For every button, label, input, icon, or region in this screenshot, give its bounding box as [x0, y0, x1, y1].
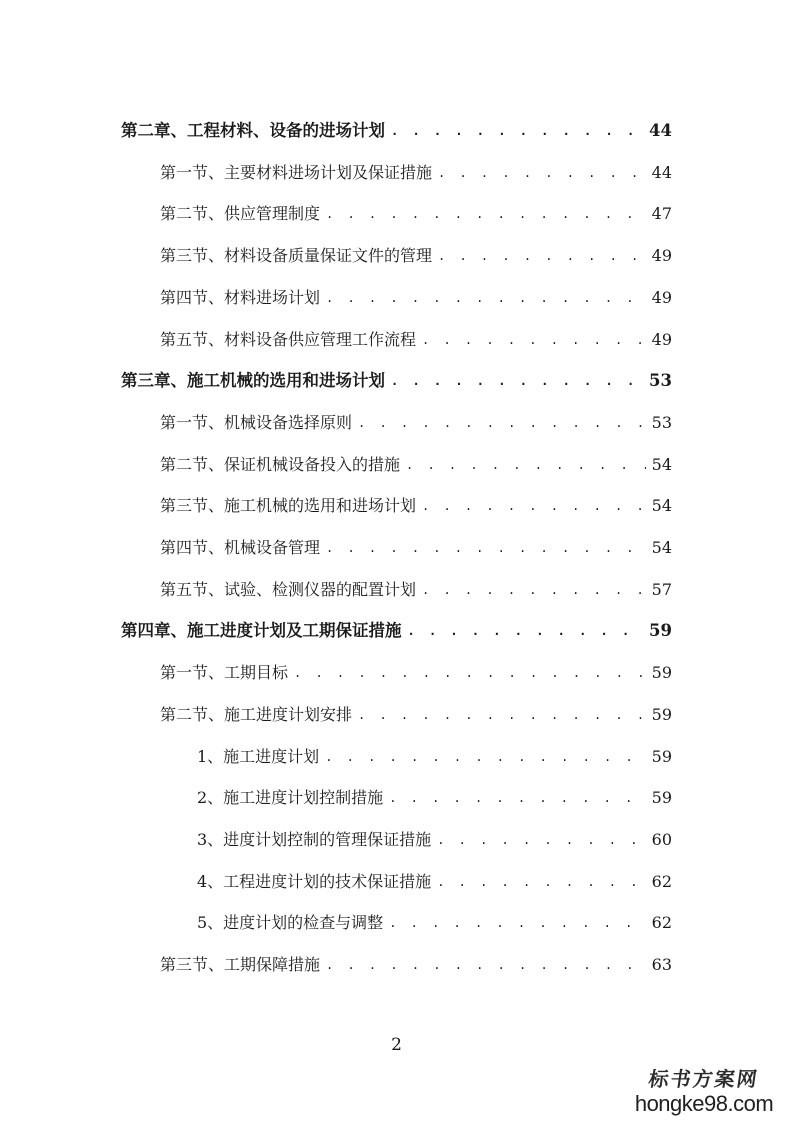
toc-entry-section[interactable] — [0, 446, 793, 476]
toc-entry-section[interactable] — [0, 946, 793, 976]
toc-entry-section[interactable] — [0, 237, 793, 267]
toc-entry-sub[interactable] — [0, 779, 793, 809]
toc-entry-section[interactable] — [0, 654, 793, 684]
toc-entry-section[interactable] — [0, 696, 793, 726]
toc-leader-dots — [437, 871, 646, 893]
toc-entry-title: 第二节、保证机械设备投入的措施 — [160, 455, 401, 474]
toc-leader-dots — [391, 370, 645, 392]
toc-entry-section[interactable] — [0, 195, 793, 225]
toc-entry-page: 60 — [651, 830, 672, 849]
toc-entry-title: 第四节、材料进场计划 — [160, 288, 321, 307]
toc-entry-section[interactable] — [0, 154, 793, 184]
toc-entry-page: 44 — [649, 121, 672, 140]
watermark-cn: 标书方案网 — [647, 1067, 761, 1091]
toc-entry-section[interactable] — [0, 321, 793, 351]
toc-entry-title: 1、施工进度计划 — [197, 747, 320, 766]
toc-entry-title: 第二节、供应管理制度 — [160, 204, 321, 223]
toc-leader-dots — [326, 287, 646, 309]
toc-leader-dots — [437, 829, 646, 851]
toc-leader-dots — [406, 454, 646, 476]
toc-entry-chapter[interactable] — [0, 112, 793, 142]
toc-leader-dots — [358, 412, 646, 434]
toc-leader-dots — [294, 662, 646, 684]
toc-leader-dots — [326, 537, 646, 559]
toc-entry-title: 第三节、工期保障措施 — [160, 955, 321, 974]
toc-entry-page: 44 — [651, 163, 672, 182]
toc-entry-page: 47 — [651, 204, 672, 223]
toc-entry-title: 第四节、机械设备管理 — [160, 538, 321, 557]
toc-entry-page: 59 — [651, 705, 672, 724]
toc-leader-dots — [326, 203, 646, 225]
toc-leader-dots — [408, 620, 646, 642]
toc-leader-dots — [438, 162, 646, 184]
toc-entry-chapter[interactable] — [0, 362, 793, 392]
toc-entry-section[interactable] — [0, 487, 793, 517]
toc-entry-page: 63 — [651, 955, 672, 974]
toc-entry-page: 62 — [651, 913, 672, 932]
toc-leader-dots — [438, 245, 646, 267]
toc-entry-section[interactable] — [0, 529, 793, 559]
toc-entry-title: 第五节、试验、检测仪器的配置计划 — [160, 580, 417, 599]
toc-entry-sub[interactable] — [0, 738, 793, 768]
toc-entry-page: 54 — [651, 538, 672, 557]
toc-entry-page: 53 — [651, 413, 672, 432]
watermark — [629, 1063, 779, 1116]
toc-entry-page: 49 — [651, 288, 672, 307]
toc-entry-page: 59 — [651, 747, 672, 766]
toc-entry-title: 第三章、施工机械的选用和进场计划 — [121, 371, 385, 390]
toc-leader-dots — [391, 120, 645, 142]
toc-entry-section[interactable] — [0, 571, 793, 601]
toc-entry-page: 53 — [649, 371, 672, 390]
toc-entry-page: 59 — [651, 788, 672, 807]
toc-leader-dots — [422, 495, 646, 517]
toc-entry-page: 49 — [651, 330, 672, 349]
toc-entry-section[interactable] — [0, 279, 793, 309]
toc-entry-page: 62 — [651, 872, 672, 891]
toc-entry-title: 第二章、工程材料、设备的进场计划 — [121, 121, 385, 140]
toc-leader-dots — [422, 579, 646, 601]
page-number: 2 — [391, 1035, 402, 1055]
toc-entry-title: 第一节、主要材料进场计划及保证措施 — [160, 163, 433, 182]
toc-entry-sub[interactable] — [0, 863, 793, 893]
toc-leader-dots — [325, 746, 646, 768]
watermark-url: hongke98.com — [634, 1091, 774, 1116]
toc-entry-title: 第三节、材料设备质量保证文件的管理 — [160, 246, 433, 265]
toc-entry-title: 4、工程进度计划的技术保证措施 — [197, 872, 432, 891]
toc-entry-title: 第二节、施工进度计划安排 — [160, 705, 353, 724]
toc-entry-section[interactable] — [0, 404, 793, 434]
toc-entry-page: 54 — [651, 496, 672, 515]
toc-leader-dots — [389, 787, 646, 809]
toc-entry-title: 5、进度计划的检查与调整 — [197, 913, 384, 932]
toc-entry-sub[interactable] — [0, 821, 793, 851]
toc-entry-title: 第三节、施工机械的选用和进场计划 — [160, 496, 417, 515]
toc-entry-page: 59 — [651, 663, 672, 682]
toc-leader-dots — [422, 329, 646, 351]
toc-entry-title: 第一节、工期目标 — [160, 663, 289, 682]
toc-entry-page: 59 — [649, 621, 672, 640]
toc-leader-dots — [358, 704, 646, 726]
toc-entry-title: 第五节、材料设备供应管理工作流程 — [160, 330, 417, 349]
toc-leader-dots — [326, 954, 646, 976]
toc-entry-page: 57 — [651, 580, 672, 599]
toc-entry-chapter[interactable] — [0, 612, 793, 642]
toc-entry-title: 3、进度计划控制的管理保证措施 — [197, 830, 432, 849]
toc-entry-title: 第四章、施工进度计划及工期保证措施 — [121, 621, 402, 640]
toc-entry-page: 54 — [651, 455, 672, 474]
toc-entry-title: 第一节、机械设备选择原则 — [160, 413, 353, 432]
toc-entry-page: 49 — [651, 246, 672, 265]
toc-entry-sub[interactable] — [0, 904, 793, 934]
toc-leader-dots — [389, 912, 646, 934]
toc-entry-title: 2、施工进度计划控制措施 — [197, 788, 384, 807]
